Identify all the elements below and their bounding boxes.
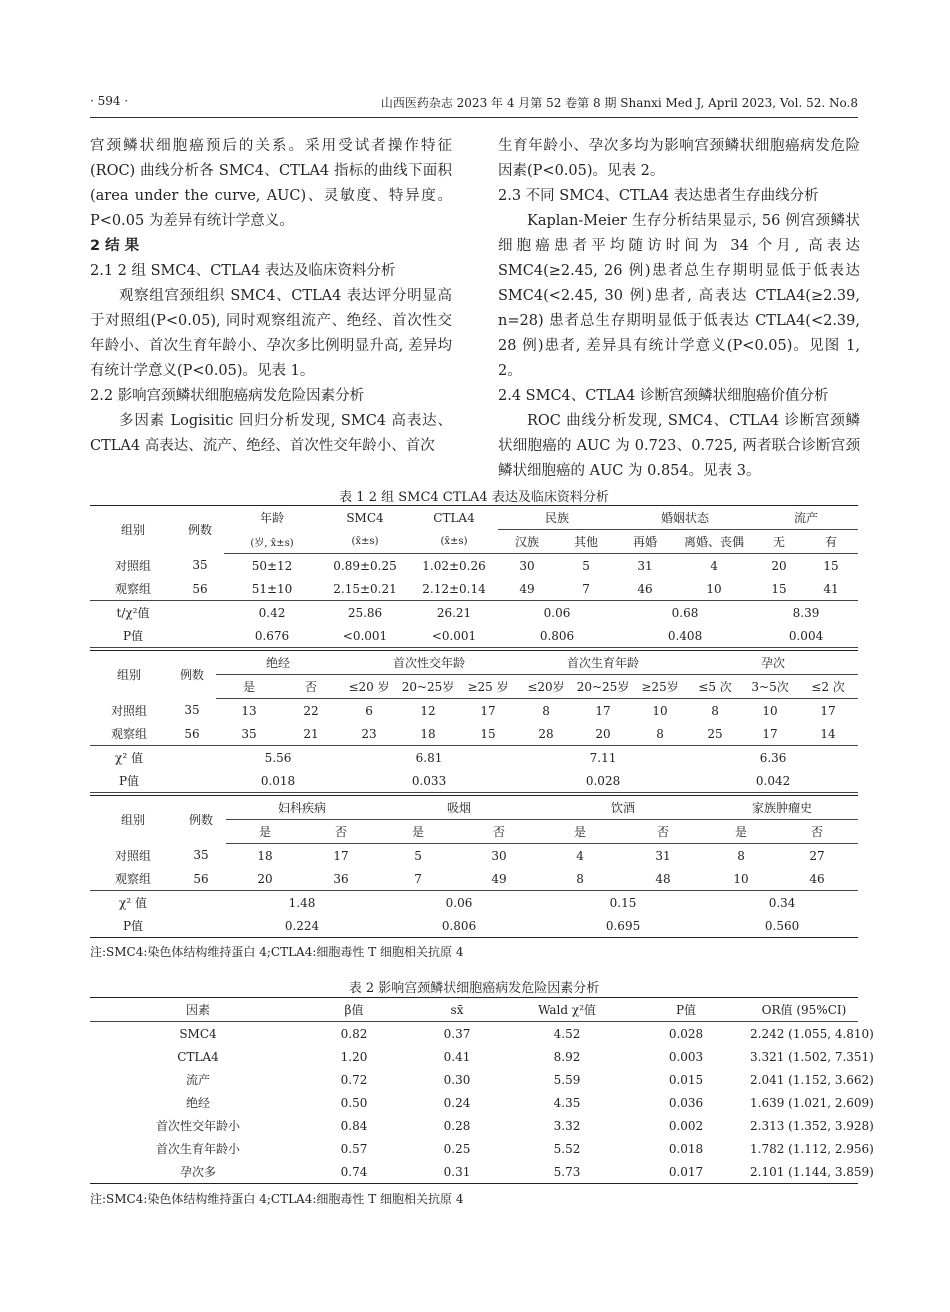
cell: 26.21 [436, 605, 472, 620]
cell: 8 [540, 867, 620, 891]
col-head: CTLA4 [433, 510, 475, 525]
cell: 8.92 [553, 1049, 581, 1064]
col-head: sx̄ [402, 998, 512, 1022]
paragraph: 多因素 Logisitic 回归分析发现, SMC4 高表达、CTLA4 高表达、流产、绝经、首次性交年龄小、首次 [90, 413, 452, 454]
cell: 0.24 [443, 1095, 471, 1110]
cell: 20 [574, 722, 632, 746]
cell: 0.695 [605, 918, 641, 933]
col-head: 流产 [754, 506, 858, 530]
col-head: 例数 [187, 523, 212, 538]
cell: 28 [518, 722, 574, 746]
stat-row [90, 769, 858, 793]
paragraph: 宫颈鳞状细胞癌预后的关系。采用受试者操作特征(ROC) 曲线分析各 SMC4、CTLA4 指标的曲线下面积(area under the curve, AUC)、灵敏度、特异度。P<0.05 为差异有统计学意义。 [90, 138, 452, 229]
col-sub: ≤20岁 [518, 675, 574, 699]
table1-note: 注:SMC4:染色体结构维持蛋白 4;CTLA4:细胞毒性 T 细胞相关抗原 4 [90, 945, 464, 959]
cell: 0.033 [340, 769, 518, 793]
col-sub: 再婚 [616, 530, 674, 554]
stat-row [90, 746, 858, 770]
cell: 0.560 [764, 918, 800, 933]
cell: P值 [122, 919, 144, 933]
col-head: OR值 (95%CI) [750, 998, 858, 1022]
cell: 8 [632, 722, 688, 746]
cell: 对照组 [114, 848, 151, 863]
cell: 流产 [185, 1073, 210, 1087]
table-row [90, 1045, 858, 1068]
page-number: · 594 · [90, 94, 129, 108]
cell: 0.15 [609, 895, 637, 910]
cell: 15 [823, 558, 839, 573]
cell: 20 [771, 558, 787, 573]
cell: 1.782 (1.112, 2.956) [750, 1141, 874, 1156]
table-row [90, 1114, 858, 1137]
paragraph: ROC 曲线分析发现, SMC4、CTLA4 诊断宫颈鳞状细胞癌的 AUC 为 0.723、0.725, 两者联合诊断宫颈鳞状细胞癌的 AUC 为 0.854。见表 3。 [498, 413, 860, 479]
cell: 0.28 [443, 1118, 471, 1133]
cell: 1.02±0.26 [422, 558, 486, 573]
col-head: 孕次 [688, 651, 858, 675]
cell: 4 [576, 848, 584, 863]
cell: 0.30 [443, 1072, 471, 1087]
col-sub: ≤2 次 [798, 675, 858, 699]
cell: 25.86 [347, 605, 383, 620]
cell: <0.001 [320, 624, 410, 648]
cell: 21 [282, 722, 340, 746]
subsection-heading: 2.3 不同 SMC4、CTLA4 表达患者生存曲线分析 [498, 188, 819, 204]
cell: 8 [542, 703, 550, 718]
col-sub: 是 [216, 675, 282, 699]
cell: 0.89±0.25 [333, 558, 397, 573]
table1-caption: 表 1 2 组 SMC4 CTLA4 表达及临床资料分析 [339, 490, 609, 505]
cell: 20 [226, 867, 304, 891]
cell: 51±10 [224, 577, 320, 601]
cell: 2.12±0.14 [410, 577, 498, 601]
col-head: 组别 [116, 668, 141, 683]
col-head: 组别 [120, 813, 145, 828]
table-row [90, 1160, 858, 1184]
cell: 5 [582, 558, 590, 573]
col-head: 饮酒 [540, 796, 706, 820]
cell: 观察组 [90, 867, 176, 891]
col-sub: (x̄±s) [410, 530, 498, 554]
paragraph: Kaplan-Meier 生存分析结果显示, 56 例宫颈鳞状细胞癌患者平均随访时间为 34 个月, 高表达 SMC4(≥2.45, 26 例)患者总生存期明显低于低表达 SMC4(<2.45, 30 例)患者, 高表达 CTLA4(≥2.39, n=28) 患者总生存期明显低于低表达 CTLA4(<2.39, 28 例)患者, 差异具有统计学意义(P<0.05)。见图 1, 2。 [498, 213, 860, 379]
cell: t/χ²值 [116, 606, 150, 620]
cell: 56 [176, 867, 226, 891]
table-row [90, 722, 858, 746]
table-row [90, 1022, 858, 1046]
cell: 对照组 [114, 558, 151, 573]
section-heading: 2 结 果 [90, 238, 140, 254]
cell: 5.59 [553, 1072, 581, 1087]
table-row [90, 554, 858, 578]
col-sub: 其他 [556, 530, 616, 554]
col-head: 例数 [188, 813, 213, 828]
cell: 22 [303, 703, 319, 718]
cell: 1.20 [340, 1049, 368, 1064]
cell: 首次生育年龄小 [155, 1142, 240, 1156]
left-column [90, 134, 452, 459]
cell: 7 [378, 867, 458, 891]
cell: 0.72 [340, 1072, 368, 1087]
col-sub: 汉族 [498, 530, 556, 554]
cell: 4 [710, 558, 718, 573]
col-head: 家族肿瘤史 [706, 796, 858, 820]
col-head: SMC4 [346, 510, 384, 525]
cell: χ² 值 [115, 751, 143, 765]
cell: 31 [637, 558, 653, 573]
col-sub: 否 [458, 820, 540, 844]
stat-row [90, 624, 858, 648]
subsection-heading: 2.4 SMC4、CTLA4 诊断宫颈鳞状细胞癌价值分析 [498, 388, 829, 404]
table1-part-c [90, 795, 858, 938]
cell: 0.004 [754, 624, 858, 648]
cell: 0.31 [443, 1164, 471, 1179]
col-head: 吸烟 [378, 796, 540, 820]
cell: 1.48 [288, 895, 316, 910]
cell: 15 [458, 722, 518, 746]
col-sub: 是 [378, 820, 458, 844]
cell: 14 [798, 722, 858, 746]
col-sub: 是 [540, 820, 620, 844]
journal-info: 山西医药杂志 2023 年 4 月第 52 卷第 8 期 Shanxi Med J, April 2023, Vol. 52. No.8 [380, 96, 858, 110]
col-sub: ≥25岁 [632, 675, 688, 699]
cell: 49 [458, 867, 540, 891]
cell: 对照组 [110, 703, 147, 718]
cell: 0.676 [224, 624, 320, 648]
cell: 0.25 [443, 1141, 471, 1156]
cell: 17 [820, 703, 836, 718]
cell: 绝经 [185, 1096, 210, 1110]
cell: 0.84 [340, 1118, 368, 1133]
cell: 5 [414, 848, 422, 863]
col-sub: 20~25岁 [574, 675, 632, 699]
cell: 0.06 [543, 605, 571, 620]
cell: 2.041 (1.152, 3.662) [750, 1072, 874, 1087]
cell: 0.42 [258, 605, 286, 620]
cell: 0.042 [688, 769, 858, 793]
col-sub: 否 [776, 820, 858, 844]
cell: 0.57 [340, 1141, 368, 1156]
cell: 0.37 [443, 1026, 471, 1041]
cell: 35 [192, 558, 208, 573]
col-head: 妇科疾病 [226, 796, 378, 820]
cell: 5.73 [553, 1164, 581, 1179]
cell: 10 [652, 703, 668, 718]
cell: 0.028 [668, 1026, 704, 1041]
header-rule [90, 117, 858, 118]
col-sub: 否 [282, 675, 340, 699]
cell: 0.017 [668, 1164, 704, 1179]
cell: 41 [804, 577, 858, 601]
table-row [90, 577, 858, 601]
cell: 3.32 [553, 1118, 581, 1133]
cell: 0.74 [340, 1164, 368, 1179]
cell: 35 [184, 703, 200, 718]
cell: 10 [706, 867, 776, 891]
cell: 孕次多 [179, 1165, 216, 1179]
col-sub: (x̄±s) [320, 530, 410, 554]
table2-note: 注:SMC4:染色体结构维持蛋白 4;CTLA4:细胞毒性 T 细胞相关抗原 4 [90, 1192, 464, 1206]
cell: 10 [762, 703, 778, 718]
col-sub: 3~5次 [742, 675, 798, 699]
col-head: 因素 [90, 998, 306, 1022]
col-head: 年龄 [259, 511, 284, 526]
cell: P值 [90, 624, 176, 648]
cell: 6.81 [415, 750, 443, 765]
cell: 4.52 [553, 1026, 581, 1041]
cell: 31 [655, 848, 671, 863]
stat-row [90, 601, 858, 625]
cell: 2.15±0.21 [320, 577, 410, 601]
table-row [90, 699, 858, 723]
table-row [90, 844, 858, 868]
col-head: 首次生育年龄 [518, 651, 688, 675]
table2-caption: 表 2 影响宫颈鳞状细胞癌病发危险因素分析 [348, 981, 600, 996]
col-head: 民族 [498, 506, 616, 530]
col-head: 组别 [120, 523, 145, 538]
col-sub: (岁, x̄±s) [224, 530, 320, 554]
col-head: P值 [622, 998, 750, 1022]
cell: 5.52 [553, 1141, 581, 1156]
cell: 18 [257, 848, 273, 863]
cell: 观察组 [90, 722, 168, 746]
col-head: Wald χ²值 [512, 998, 622, 1022]
table-row [90, 1068, 858, 1091]
cell: 0.018 [216, 769, 340, 793]
cell: 50±12 [251, 558, 293, 573]
cell: 0.806 [441, 918, 477, 933]
cell: 15 [754, 577, 804, 601]
running-header [90, 94, 858, 116]
cell: 5.56 [264, 750, 292, 765]
cell: <0.001 [410, 624, 498, 648]
col-head: 例数 [179, 668, 204, 683]
cell: 3.321 (1.502, 7.351) [750, 1049, 874, 1064]
col-head: β值 [306, 998, 402, 1022]
cell: 观察组 [90, 577, 176, 601]
col-sub: 无 [754, 530, 804, 554]
col-sub: 有 [804, 530, 858, 554]
table2 [90, 997, 874, 1184]
col-sub: ≤5 次 [688, 675, 742, 699]
cell: 35 [193, 848, 209, 863]
cell: 13 [241, 703, 257, 718]
cell: CTLA4 [177, 1049, 219, 1064]
table1-part-b [90, 650, 858, 793]
cell: 0.003 [668, 1049, 704, 1064]
cell: 48 [620, 867, 706, 891]
cell: 2.242 (1.055, 4.810) [750, 1026, 874, 1041]
cell: 27 [809, 848, 825, 863]
cell: 0.002 [668, 1118, 704, 1133]
cell: 0.06 [445, 895, 473, 910]
cell: 0.50 [340, 1095, 368, 1110]
cell: 17 [480, 703, 496, 718]
col-head: 首次性交年龄 [340, 651, 518, 675]
cell: 4.35 [553, 1095, 581, 1110]
cell: 12 [420, 703, 436, 718]
cell: SMC4 [179, 1026, 217, 1041]
col-sub: 20~25岁 [398, 675, 458, 699]
col-sub: 否 [304, 820, 378, 844]
col-sub: 是 [706, 820, 776, 844]
cell: 6 [365, 703, 373, 718]
col-sub: 离婚、丧偶 [674, 530, 754, 554]
col-sub: 是 [226, 820, 304, 844]
cell: 17 [595, 703, 611, 718]
cell: 35 [216, 722, 282, 746]
cell: 6.36 [759, 750, 787, 765]
cell: 36 [304, 867, 378, 891]
stat-row [90, 914, 858, 938]
col-sub: ≥25 岁 [458, 675, 518, 699]
paragraph: 观察组宫颈组织 SMC4、CTLA4 表达评分明显高于对照组(P<0.05), 同时观察组流产、绝经、首次性交年龄小、首次生育年龄小、孕次多比例明显升高, 差异均有统计学意义(P<0.05)。见表 1。 [90, 288, 452, 379]
cell: 2.101 (1.144, 3.859) [750, 1164, 874, 1179]
cell: 46 [776, 867, 858, 891]
cell: 17 [333, 848, 349, 863]
cell: 0.806 [498, 624, 616, 648]
cell: 0.036 [668, 1095, 704, 1110]
cell: 0.68 [671, 605, 699, 620]
cell: 8 [711, 703, 719, 718]
col-head: 婚姻状态 [616, 506, 754, 530]
cell: 25 [688, 722, 742, 746]
cell: 46 [616, 577, 674, 601]
cell: 1.639 (1.021, 2.609) [750, 1095, 874, 1110]
subsection-heading: 2.1 2 组 SMC4、CTLA4 表达及临床资料分析 [90, 263, 396, 279]
cell: 18 [398, 722, 458, 746]
cell: 0.028 [518, 769, 688, 793]
cell: 30 [491, 848, 507, 863]
table-row [90, 1137, 858, 1160]
cell: 0.34 [768, 895, 796, 910]
cell: 8.39 [792, 605, 820, 620]
cell: 0.82 [340, 1026, 368, 1041]
paragraph: 生育年龄小、孕次多均为影响宫颈鳞状细胞癌病发危险因素(P<0.05)。见表 2。 [498, 138, 860, 179]
cell: 10 [674, 577, 754, 601]
cell: χ² 值 [119, 896, 147, 910]
cell: P值 [90, 769, 168, 793]
table-row [90, 1091, 858, 1114]
table-row [90, 867, 858, 891]
cell: 0.224 [284, 918, 320, 933]
stat-row [90, 891, 858, 915]
cell: 0.018 [668, 1141, 704, 1156]
right-column [498, 134, 860, 484]
cell: 首次性交年龄小 [155, 1119, 240, 1133]
cell: 0.41 [443, 1049, 471, 1064]
cell: 8 [737, 848, 745, 863]
col-head: 绝经 [216, 651, 340, 675]
cell: 30 [519, 558, 535, 573]
subsection-heading: 2.2 影响宫颈鳞状细胞癌病发危险因素分析 [90, 388, 365, 404]
col-sub: 否 [620, 820, 706, 844]
table1-part-a [90, 505, 858, 648]
cell: 56 [176, 577, 224, 601]
cell: 7.11 [589, 750, 617, 765]
cell: 49 [498, 577, 556, 601]
cell: 23 [340, 722, 398, 746]
cell: 0.015 [668, 1072, 704, 1087]
cell: 17 [742, 722, 798, 746]
cell: 0.408 [616, 624, 754, 648]
cell: 2.313 (1.352, 3.928) [750, 1118, 874, 1133]
cell: 56 [168, 722, 216, 746]
cell: 7 [556, 577, 616, 601]
col-sub: ≤20 岁 [340, 675, 398, 699]
